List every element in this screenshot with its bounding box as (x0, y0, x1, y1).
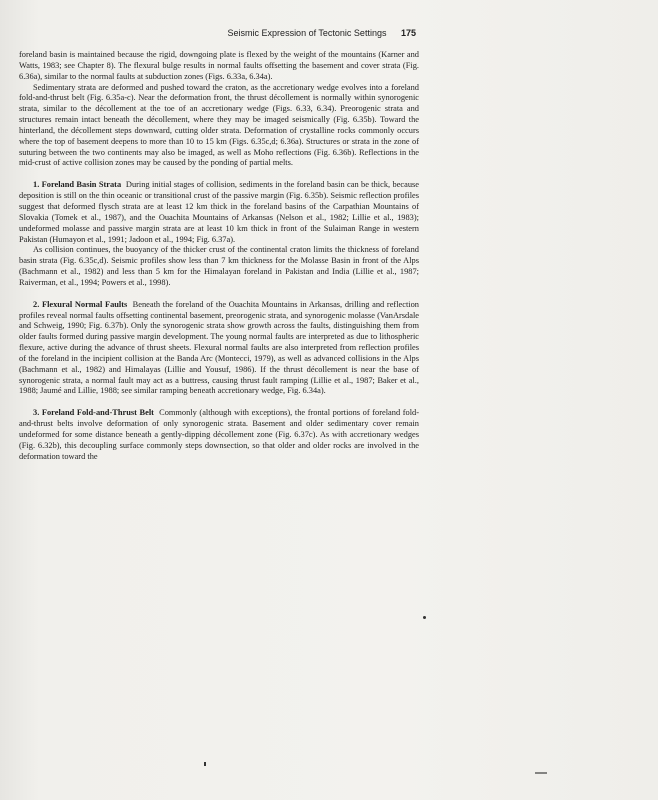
scan-speck (423, 616, 426, 619)
section-foreland-basin-strata (19, 180, 419, 245)
section-heading: 1. Foreland Basin Strata (33, 180, 122, 190)
section-heading: 2. Flexural Normal Faults (33, 299, 128, 309)
section-foreland-fold-and-thrust-belt (19, 408, 419, 462)
paragraph-text: Commonly (although with exceptions), the frontal portions of foreland fold-and-thrust belts involve deformation of only synorogenic strata. Basement and older sedimentary cover remain undeformed for some distance beneath a gently-dipping décollement zone (Fig. 6.37c). As with accretionary wedges (Fig. 6.32b), this decoupling surface commonly steps downsection, so that older and older rocks are involved in the deformation toward the (19, 408, 419, 461)
body-text (19, 50, 419, 463)
page-number: 175 (400, 28, 416, 38)
section-heading: 3. Foreland Fold-and-Thrust Belt (33, 408, 154, 418)
paragraph-text: During initial stages of collision, sediments in the foreland basin can be thick, because deposition is still on the thin oceanic or transitional crust of the passive margin (Fig. 6.35b). Seismic reflection profiles suggest that deformed flysch strata are at least 12 km thick in the foreland basins of the Carpathian Mountains of Slovakia (Tomek et al., 1987), and the Ouachita Mountains of Arkansas (Nelson et al., 1982; Lillie et al., 1983); undeformed molasse and passive margin strata are at least 10 km thick in front of the Sulaiman Range in western Pakistan (Humayon et al., 1991; Jadoon et al., 1994; Fig. 6.37a). (19, 180, 420, 244)
paragraph-text: Beneath the foreland of the Ouachita Mountains in Arkansas, drilling and reflection profiles reveal normal faults offsetting continental basement, preorogenic strata, and synorogenic molasse (VanArsdale and Schweig, 1990; Fig. 6.37b). Only the synorogenic strata show growth across the faults, distinguishing them from older faults formed during passive margin development. The young normal faults are interpreted as due to lithospheric flexure, active during the advance of thrust sheets. Flexural normal faults are also interpreted from reflection profiles of the foreland in the incipient collision at the Banda Arc (Montecci, 1979), as well as advanced collisions in the Alps (Bachmann et al., 1982) and Himalayas (Lillie and Yousuf, 1986). If the thrust décollement is near the base of synorogenic strata, a normal fault may act as a buttress, causing thrust fault ramping (Lillie et al., 1987; Baker et al., 1988; Jaumé and Lillie, 1988; see similar ramping beneath accretionary wedge, Fig. 6.34a). (19, 299, 419, 396)
running-header (20, 28, 416, 38)
running-title: Seismic Expression of Tectonic Settings (227, 28, 387, 38)
scan-speck (204, 762, 206, 766)
scan-edge-mark (535, 772, 547, 774)
paragraph: foreland basin is maintained because the rigid, downgoing plate is flexed by the weight of the mountains (Karner and Watts, 1983; see Chapter 8). The flexural bulge results in normal faults offsetting the basement and cover strata (Fig. 6.36a), similar to the normal faults at subduction zones (Figs. 6.33a, 6.34a). (19, 50, 419, 81)
section-flexural-normal-faults (19, 300, 419, 398)
paragraph: As collision continues, the buoyancy of the thicker crust of the continental craton limits the thickness of foreland basin strata (Fig. 6.35c,d). Seismic profiles show less than 7 km thickness for the Molasse Basin in front of the Alps (Bachmann et al., 1982) and less than 5 km for the Himalayan foreland in Pakistan and India (Lillie et al., 1987; Raiverman, et al., 1994; Powers et al., 1998). (19, 245, 419, 287)
paragraph: Sedimentary strata are deformed and pushed toward the craton, as the accretionary wedge evolves into a foreland fold-and-thrust belt (Fig. 6.35a-c). Near the deformation front, the thrust décollement is normally within synorogenic strata, similar to the décollement at the toe of an accretionary wedge (Figs. 6.33, 6.34). Preorogenic strata and structures remain intact beneath the décollement, where they may be imaged seismically (Fig. 6.35b). Toward the hinterland, the décollement steps downward, cutting older strata. Deformation of crystalline rocks commonly occurs where the top of basement deepens to more than 10 to 15 km (Figs. 6.35c,d; 6.36a). Structures or strata in the zone of suturing between the two continents may also be imaged, as well as Moho reflections (Fig. 6.36b). Reflections in the mid-crust of active collision zones may be caused by the ponding of partial melts. (19, 82, 419, 168)
